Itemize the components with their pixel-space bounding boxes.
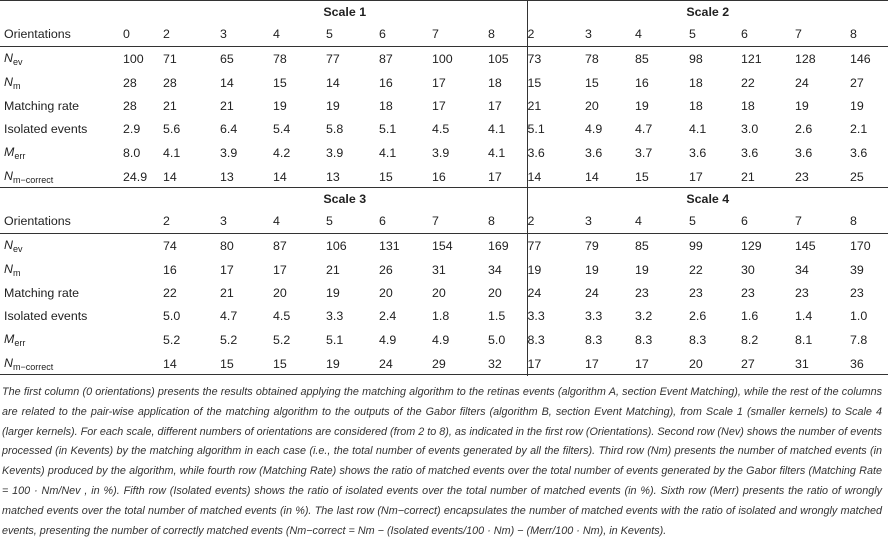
table-cell: 154 bbox=[432, 238, 453, 253]
table-cell: 100 bbox=[123, 51, 144, 66]
table-cell: 4.7 bbox=[220, 309, 238, 323]
row-label-symbol: M bbox=[4, 332, 15, 346]
table-cell: 6 bbox=[379, 210, 432, 234]
table-cell: 3 bbox=[220, 210, 273, 234]
table-cell: 24 bbox=[795, 75, 809, 90]
table-cell: 4 bbox=[635, 23, 689, 47]
table-row-isolated bbox=[0, 118, 888, 141]
table-cell: 77 bbox=[326, 51, 340, 66]
row-label-nm bbox=[0, 258, 163, 282]
table-cell: 17 bbox=[635, 356, 649, 371]
table-cell: 4.1 bbox=[488, 145, 506, 160]
table-cell: 98 bbox=[689, 51, 703, 66]
table-cell: 65 bbox=[220, 51, 234, 66]
table-cell: 15 bbox=[635, 169, 649, 184]
table-cell: 77 bbox=[527, 234, 585, 259]
table-cell: 3.3 bbox=[527, 305, 585, 328]
table-cell: 5 bbox=[326, 210, 379, 234]
table-cell: 74 bbox=[163, 238, 177, 253]
table-cell: 18 bbox=[689, 75, 703, 90]
table-cell: 23 bbox=[795, 169, 809, 184]
row-label-symbol: N bbox=[4, 356, 13, 370]
row-label-symbol: N bbox=[4, 51, 13, 65]
row-label-nmc bbox=[0, 165, 123, 189]
table-cell: 23 bbox=[689, 286, 703, 300]
table-cell: 2.4 bbox=[379, 309, 397, 323]
table-cell: 36 bbox=[850, 356, 864, 371]
table-cell: 7 bbox=[795, 23, 850, 47]
row-label-text: Orientations bbox=[4, 27, 71, 41]
table-cell: 71 bbox=[163, 51, 177, 66]
row-label-symbol: N bbox=[4, 262, 13, 276]
table-cell: 14 bbox=[163, 356, 177, 371]
table-cell: 18 bbox=[689, 99, 703, 113]
table-cell: 21 bbox=[326, 262, 340, 277]
table-cell: 28 bbox=[163, 75, 177, 90]
table-cell: 5.4 bbox=[273, 122, 291, 136]
table-cell: 6 bbox=[741, 23, 795, 47]
table-cell: 3 bbox=[585, 23, 635, 47]
row-label-orientations bbox=[0, 210, 163, 234]
table-cell: 146 bbox=[850, 51, 871, 66]
table-row-merr bbox=[0, 141, 888, 165]
table-cell: 25 bbox=[850, 169, 864, 184]
row-label-nev bbox=[0, 234, 163, 259]
row-label-subscript: err bbox=[14, 338, 26, 348]
table-cell: 16 bbox=[635, 75, 649, 90]
table-cell: 14 bbox=[326, 75, 340, 90]
table-cell: 3 bbox=[220, 23, 273, 47]
table-cell: 4.9 bbox=[432, 332, 450, 347]
row-label-nev bbox=[0, 47, 123, 72]
table-cell: 17 bbox=[432, 99, 446, 113]
table-cell: 8.1 bbox=[795, 332, 813, 347]
table-cell: 2 bbox=[163, 210, 220, 234]
row-label-subscript: m bbox=[12, 268, 21, 278]
table-cell: 14 bbox=[585, 169, 599, 184]
results-table-scales-3-4 bbox=[0, 188, 888, 376]
table-cell: 19 bbox=[527, 258, 585, 282]
table-cell: 15 bbox=[527, 71, 585, 95]
table-cell: 2.6 bbox=[795, 122, 813, 136]
table-cell: 34 bbox=[488, 262, 502, 277]
table-cell: 80 bbox=[220, 238, 234, 253]
table-cell: 14 bbox=[273, 169, 287, 184]
scale-header-row bbox=[0, 188, 888, 210]
table-cell: 15 bbox=[379, 169, 393, 184]
table-cell: 4.2 bbox=[273, 145, 291, 160]
table-cell: 3.9 bbox=[220, 145, 238, 160]
table-cell: 24 bbox=[379, 356, 393, 371]
table-cell: 5.2 bbox=[163, 332, 181, 347]
table-cell: 5.8 bbox=[326, 122, 344, 136]
table-cell: 26 bbox=[379, 262, 393, 277]
row-label-merr bbox=[0, 328, 163, 352]
table-cell: 22 bbox=[689, 262, 703, 277]
table-cell: 27 bbox=[850, 75, 864, 90]
table-cell: 4.1 bbox=[379, 145, 397, 160]
table-cell: 5.2 bbox=[220, 332, 238, 347]
table-row-matching_rate bbox=[0, 282, 888, 305]
table-cell: 21 bbox=[527, 95, 585, 118]
table-cell: 3.2 bbox=[635, 309, 653, 323]
row-label-subscript: m−correct bbox=[12, 362, 54, 372]
table-cell: 22 bbox=[163, 286, 177, 300]
row-label-isolated bbox=[0, 305, 163, 328]
table-row-nev bbox=[0, 47, 888, 72]
scale-header: Scale 4 bbox=[527, 188, 888, 210]
row-label-subscript: m bbox=[12, 81, 21, 91]
scale-header-row bbox=[0, 1, 888, 23]
row-label-symbol: N bbox=[4, 75, 13, 89]
table-row-nmc bbox=[0, 165, 888, 189]
table-cell: 6 bbox=[379, 23, 432, 47]
table-cell: 7.8 bbox=[850, 332, 868, 347]
row-label-nmc bbox=[0, 352, 163, 376]
table-cell: 106 bbox=[326, 238, 347, 253]
table-cell: 28 bbox=[123, 75, 137, 90]
table-cell: 3.6 bbox=[527, 141, 585, 165]
table-cell: 5 bbox=[689, 210, 741, 234]
table-cell: 145 bbox=[795, 238, 816, 253]
header-spacer bbox=[0, 1, 163, 23]
table-row-merr bbox=[0, 328, 888, 352]
table-cell: 8.3 bbox=[689, 332, 707, 347]
table-cell: 17 bbox=[488, 99, 502, 113]
table-cell: 15 bbox=[273, 356, 287, 371]
scale-header: Scale 2 bbox=[527, 1, 888, 23]
table-cell: 21 bbox=[220, 99, 234, 113]
table-cell: 100 bbox=[432, 51, 453, 66]
table-cell: 87 bbox=[379, 51, 393, 66]
scale-header: Scale 1 bbox=[323, 5, 367, 19]
table-cell: 18 bbox=[741, 99, 755, 113]
table-cell: 4 bbox=[273, 23, 326, 47]
header-spacer bbox=[0, 188, 163, 210]
row-label-symbol: N bbox=[4, 238, 13, 252]
table-cell: 4.9 bbox=[585, 122, 603, 136]
table-row-isolated bbox=[0, 305, 888, 328]
table-cell: 5.1 bbox=[379, 122, 397, 136]
table-cell: 8 bbox=[850, 23, 888, 47]
row-label-merr bbox=[0, 141, 123, 165]
table-cell: 17 bbox=[488, 169, 502, 184]
table-cell: 24 bbox=[527, 282, 585, 305]
table-cell: 5.0 bbox=[163, 309, 181, 323]
table-row-nm bbox=[0, 71, 888, 95]
row-label-nm bbox=[0, 71, 123, 95]
row-label-text: Matching rate bbox=[4, 99, 80, 113]
table-cell: 1.4 bbox=[795, 309, 813, 323]
table-cell: 4.5 bbox=[432, 122, 450, 136]
table-cell: 3.9 bbox=[432, 145, 450, 160]
table-cell: 8.2 bbox=[741, 332, 759, 347]
table-cell: 121 bbox=[741, 51, 762, 66]
table-cell: 19 bbox=[326, 286, 340, 300]
table-cell: 131 bbox=[379, 238, 400, 253]
table-cell: 5 bbox=[326, 23, 379, 47]
table-cell: 4.1 bbox=[163, 145, 181, 160]
table-cell: 7 bbox=[432, 210, 488, 234]
row-label-subscript: ev bbox=[12, 57, 23, 67]
table-cell: 21 bbox=[163, 99, 177, 113]
table-row-orientations bbox=[0, 210, 888, 234]
table-cell: 87 bbox=[273, 238, 287, 253]
table-cell: 4.7 bbox=[635, 122, 653, 136]
table-cell: 24 bbox=[585, 286, 599, 300]
table-row-nm bbox=[0, 258, 888, 282]
table-cell: 8.0 bbox=[123, 145, 141, 160]
table-cell: 20 bbox=[432, 286, 446, 300]
table-cell: 20 bbox=[379, 286, 393, 300]
table-cell: 7 bbox=[795, 210, 850, 234]
table-cell: 17 bbox=[585, 356, 599, 371]
table-cell: 129 bbox=[741, 238, 762, 253]
table-cell: 16 bbox=[432, 169, 446, 184]
table-cell: 0 bbox=[123, 23, 163, 47]
table-cell: 4 bbox=[635, 210, 689, 234]
table-cell: 7 bbox=[432, 23, 488, 47]
table-cell: 4.9 bbox=[379, 332, 397, 347]
row-label-orientations bbox=[0, 23, 123, 47]
results-table-scales-1-2 bbox=[0, 1, 888, 189]
table-cell: 13 bbox=[326, 169, 340, 184]
table-cell: 8.3 bbox=[527, 328, 585, 352]
table-cell: 73 bbox=[527, 47, 585, 72]
table-cell: 3.6 bbox=[585, 145, 603, 160]
table-cell: 18 bbox=[488, 75, 502, 90]
table-cell: 17 bbox=[220, 262, 234, 277]
row-label-matching_rate bbox=[0, 95, 123, 118]
row-label-isolated bbox=[0, 118, 123, 141]
table-cell: 13 bbox=[220, 169, 234, 184]
table-cell: 17 bbox=[527, 352, 585, 376]
row-label-matching_rate bbox=[0, 282, 163, 305]
table-cell: 16 bbox=[163, 262, 177, 277]
table-cell: 79 bbox=[585, 238, 599, 253]
table-cell: 8 bbox=[850, 210, 888, 234]
table-cell: 99 bbox=[689, 238, 703, 253]
table-cell: 19 bbox=[585, 262, 599, 277]
table-row-orientations bbox=[0, 23, 888, 47]
table-cell: 22 bbox=[741, 75, 755, 90]
table-cell: 19 bbox=[850, 99, 864, 113]
table-cell: 19 bbox=[635, 262, 649, 277]
table-cell: 170 bbox=[850, 238, 871, 253]
table-cell: 78 bbox=[273, 51, 287, 66]
table-cell: 8 bbox=[488, 23, 527, 47]
table-cell: 3 bbox=[585, 210, 635, 234]
table-cell: 5.1 bbox=[326, 332, 344, 347]
row-label-text: Matching rate bbox=[4, 286, 80, 300]
table-cell: 24.9 bbox=[123, 169, 148, 184]
table-cell: 4 bbox=[273, 210, 326, 234]
table-cell: 2.6 bbox=[689, 309, 707, 323]
table-cell: 105 bbox=[488, 51, 509, 66]
table-cell: 23 bbox=[635, 286, 649, 300]
table-cell: 17 bbox=[273, 262, 287, 277]
table-cell: 16 bbox=[379, 75, 393, 90]
table-cell: 28 bbox=[123, 99, 137, 113]
table-cell: 27 bbox=[741, 356, 755, 371]
table-cell: 17 bbox=[432, 75, 446, 90]
table-cell: 5.2 bbox=[273, 332, 291, 347]
table-cell: 21 bbox=[220, 286, 234, 300]
table-cell: 5.0 bbox=[488, 332, 506, 347]
table-cell: 15 bbox=[220, 356, 234, 371]
table-cell: 20 bbox=[488, 286, 502, 300]
table-cell: 78 bbox=[585, 51, 599, 66]
table-cell: 3.6 bbox=[850, 145, 868, 160]
table-cell: 19 bbox=[795, 99, 809, 113]
table-cell: 3.6 bbox=[741, 145, 759, 160]
scale-header: Scale 3 bbox=[323, 192, 367, 206]
row-label-text: Orientations bbox=[4, 214, 71, 228]
table-cell: 31 bbox=[432, 262, 446, 277]
row-label-subscript: m−correct bbox=[12, 175, 54, 185]
table-cell: 3.0 bbox=[741, 122, 759, 136]
table-cell: 32 bbox=[488, 356, 502, 371]
table-cell: 3.7 bbox=[635, 145, 653, 160]
table-cell: 39 bbox=[850, 262, 864, 277]
table-cell: 1.0 bbox=[850, 309, 868, 323]
table-caption: The first column (0 orientations) presents the results obtained applying the matching algorithm to the retinas events (algorithm A, section Event Matching), while the rest of the columns are related to the pair-wise application of the matching algorithm to the outputs of the Gabor filters (algorithm B, section Event Matching), from Scale 1 (smaller kernels) to Scale 4 (larger kernels). For each scale, different numbers of orientations are considered (from 2 to 8), as indicated in the first row (Orientations). Second row (Nev) shows the number of events processed (in Kevents) by the matching algorithm in each case (i.e., the total number of events generated by all the filters). Third row (Nm) presents the number of matched events (in Kevents) produced by the algorithm, while fourth row (Matching Rate) shows the ratio of matched events over the total number of events generated by the Gabor filters (Matching Rate = 100 · Nm/Nev , in %). Fifth row (Isolated events) shows the ratio of isolated events over the total number of matched events (in %). Sixth row (Merr) presents the ratio of wrongly matched events over the total number of matched events (in %). The last row (Nm−correct) encapsulates the number of matched events with the ratio of isolated and wrongly matched events, presenting the number of correctly matched events (Nm−correct = Nm − (Isolated events/100 · Nm) − (Merr/100 · Nm), in Kevents). bbox=[2, 386, 882, 537]
table-cell: 8.3 bbox=[585, 332, 603, 347]
table-cell: 15 bbox=[273, 75, 287, 90]
table-cell: 4.1 bbox=[488, 122, 506, 136]
table-cell: 14 bbox=[163, 169, 177, 184]
table-cell: 14 bbox=[220, 75, 234, 90]
table-cell: 5 bbox=[689, 23, 741, 47]
table-cell: 1.5 bbox=[488, 309, 506, 323]
table-cell: 6 bbox=[741, 210, 795, 234]
table-cell: 85 bbox=[635, 238, 649, 253]
table-row-matching_rate bbox=[0, 95, 888, 118]
table-cell: 34 bbox=[795, 262, 809, 277]
table-cell: 31 bbox=[795, 356, 809, 371]
table-cell: 128 bbox=[795, 51, 816, 66]
table-cell: 3.6 bbox=[795, 145, 813, 160]
table-cell: 3.3 bbox=[585, 309, 603, 323]
table-row-nev bbox=[0, 234, 888, 259]
row-label-text: Isolated events bbox=[4, 309, 88, 323]
row-label-symbol: M bbox=[4, 145, 15, 159]
row-label-subscript: err bbox=[14, 151, 26, 161]
table-cell: 169 bbox=[488, 238, 509, 253]
table-cell: 20 bbox=[585, 99, 599, 113]
table-cell: 19 bbox=[326, 99, 340, 113]
bottom-rule bbox=[0, 374, 888, 375]
table-row-nmc bbox=[0, 352, 888, 376]
table-cell: 3.6 bbox=[689, 145, 707, 160]
table-cell: 2.9 bbox=[123, 122, 141, 136]
table-cell: 5.6 bbox=[163, 122, 181, 136]
table-cell: 30 bbox=[741, 262, 755, 277]
table-cell: 19 bbox=[273, 99, 287, 113]
table-cell: 23 bbox=[741, 286, 755, 300]
table-cell: 29 bbox=[432, 356, 446, 371]
table-cell: 23 bbox=[795, 286, 809, 300]
table-cell: 20 bbox=[273, 286, 287, 300]
table-cell: 20 bbox=[689, 356, 703, 371]
table-cell: 23 bbox=[850, 286, 864, 300]
table-cell: 2 bbox=[527, 23, 585, 47]
table-cell: 18 bbox=[379, 99, 393, 113]
table-cell: 2 bbox=[163, 23, 220, 47]
table-cell: 5.1 bbox=[527, 118, 585, 141]
table-cell: 19 bbox=[635, 99, 649, 113]
table-cell: 17 bbox=[689, 169, 703, 184]
table-cell: 8 bbox=[488, 210, 527, 234]
table-cell: 85 bbox=[635, 51, 649, 66]
table-cell: 8.3 bbox=[635, 332, 653, 347]
table-cell: 1.6 bbox=[741, 309, 759, 323]
table-cell: 2 bbox=[527, 210, 585, 234]
table-cell: 3.3 bbox=[326, 309, 344, 323]
row-label-symbol: N bbox=[4, 169, 13, 183]
table-cell: 14 bbox=[527, 165, 585, 189]
table-cell: 2.1 bbox=[850, 122, 868, 136]
row-label-subscript: ev bbox=[12, 244, 23, 254]
row-label-text: Isolated events bbox=[4, 122, 88, 136]
table-cell: 6.4 bbox=[220, 122, 238, 136]
table-cell: 15 bbox=[585, 75, 599, 90]
table-cell: 19 bbox=[326, 356, 340, 371]
table-cell: 1.8 bbox=[432, 309, 450, 323]
table-cell: 21 bbox=[741, 169, 755, 184]
table-cell: 4.5 bbox=[273, 309, 291, 323]
table-cell: 4.1 bbox=[689, 122, 707, 136]
table-cell: 3.9 bbox=[326, 145, 344, 160]
